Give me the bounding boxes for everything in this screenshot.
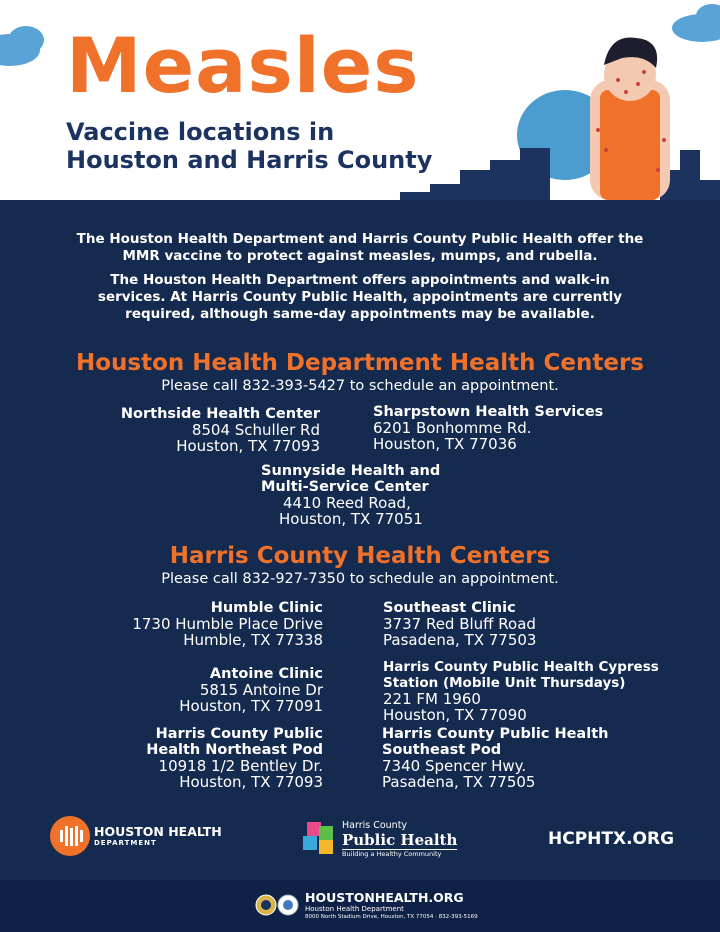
- houston-section-heading: Houston Health Department Health Centers: [76, 350, 644, 376]
- logo-tagline: Building a Healthy Community: [342, 850, 442, 858]
- location-street: 1730 Humble Place Drive: [132, 615, 323, 633]
- harris-section-heading: Harris County Health Centers: [169, 543, 551, 569]
- harris-county-public-health-logo-text: [342, 820, 457, 859]
- subtitle-line: Houston and Harris County: [66, 146, 433, 174]
- location-name: Harris County Public Health: [382, 726, 609, 742]
- location-name: Sunnyside Health and: [261, 463, 441, 479]
- intro-line: The Houston Health Department and Harris County Public Health offer the: [76, 231, 644, 247]
- logo-line: HOUSTON HEALTH: [94, 824, 222, 839]
- location-name: Northside Health Center: [120, 406, 320, 422]
- page-title: Measles: [66, 21, 420, 110]
- houston-health-logo-text: [94, 825, 222, 847]
- logo-line: Harris County: [342, 820, 408, 831]
- location-antoine: [60, 666, 323, 714]
- location-street: 10918 1/2 Bentley Dr.: [158, 757, 323, 775]
- footer-address: 8000 North Stadium Drive, Houston, TX 77054 · 832-393-5169: [305, 914, 478, 920]
- intro-line: The Houston Health Department offers appointments and walk-in: [110, 272, 610, 288]
- location-southeast-pod: [382, 726, 682, 790]
- location-name: Humble Clinic: [210, 600, 323, 616]
- location-street: 221 FM 1960: [383, 690, 481, 708]
- location-city: Houston, TX 77090: [383, 706, 527, 724]
- harris-county-public-health-logo-icon: [303, 822, 337, 856]
- hcph-website-link[interactable]: HCPHTX.ORG: [548, 829, 675, 849]
- location-city: Pasadena, TX 77503: [383, 631, 537, 649]
- houston-call-text: Please call 832-393-5427 to schedule an appointment.: [161, 378, 559, 394]
- intro-line: MMR vaccine to protect against measles, mumps, and rubella.: [122, 248, 598, 264]
- subtitle-line: Vaccine locations in: [66, 118, 335, 146]
- location-city: Pasadena, TX 77505: [382, 773, 536, 791]
- intro-paragraph-2: [30, 272, 690, 323]
- location-name: Station (Mobile Unit Thursdays): [383, 675, 626, 691]
- location-city: Houston, TX 77093: [176, 437, 320, 455]
- location-southeast-clinic: [383, 600, 683, 648]
- location-name: Antoine Clinic: [209, 666, 323, 682]
- location-street: 5815 Antoine Dr: [199, 681, 323, 699]
- location-sharpstown: [373, 404, 673, 452]
- intro-line: services. At Harris County Public Health, appointments are currently: [97, 289, 623, 305]
- houston-health-logo-icon: [50, 816, 90, 856]
- location-northside: [60, 406, 320, 454]
- location-city: Houston, TX 77091: [179, 697, 323, 715]
- location-northeast-pod: [60, 726, 323, 790]
- logo-line: DEPARTMENT: [94, 839, 157, 847]
- harris-call-text: Please call 832-927-7350 to schedule an appointment.: [161, 571, 559, 587]
- footer-site-link[interactable]: HOUSTONHEALTH.ORG: [305, 890, 464, 905]
- location-name: Sharpstown Health Services: [373, 404, 604, 420]
- location-street: 8504 Schuller Rd: [191, 421, 320, 439]
- location-name: Health Northeast Pod: [146, 742, 323, 758]
- location-name: Multi-Service Center: [261, 479, 429, 495]
- location-name: Southeast Clinic: [383, 600, 516, 616]
- location-sunnyside: [261, 463, 481, 527]
- location-city: Houston, TX 77036: [373, 435, 517, 453]
- cloud-left-icon: [0, 18, 60, 68]
- header-banner: [0, 0, 720, 200]
- location-name: Southeast Pod: [382, 742, 502, 758]
- location-name: Harris County Public Health Cypress: [383, 659, 659, 675]
- location-street: 4410 Reed Road,: [283, 494, 411, 512]
- location-street: 7340 Spencer Hwy.: [382, 757, 527, 775]
- location-street: 6201 Bonhomme Rd.: [373, 419, 532, 437]
- location-city: Houston, TX 77093: [179, 773, 323, 791]
- city-seal-icons: [255, 894, 299, 916]
- intro-line: required, although same-day appointments may be available.: [125, 306, 595, 322]
- location-street: 3737 Red Bluff Road: [383, 615, 536, 633]
- intro-paragraph-1: [30, 231, 690, 265]
- footer-text: [305, 891, 478, 921]
- location-city: Humble, TX 77338: [183, 631, 323, 649]
- location-city: Houston, TX 77051: [279, 510, 423, 528]
- logo-line: Public Health: [342, 831, 458, 849]
- location-name: Harris County Public: [155, 726, 323, 742]
- location-cypress-station: [383, 659, 713, 723]
- page-subtitle: [66, 118, 486, 174]
- footer-dept: Houston Health Department: [305, 905, 404, 913]
- location-humble: [60, 600, 323, 648]
